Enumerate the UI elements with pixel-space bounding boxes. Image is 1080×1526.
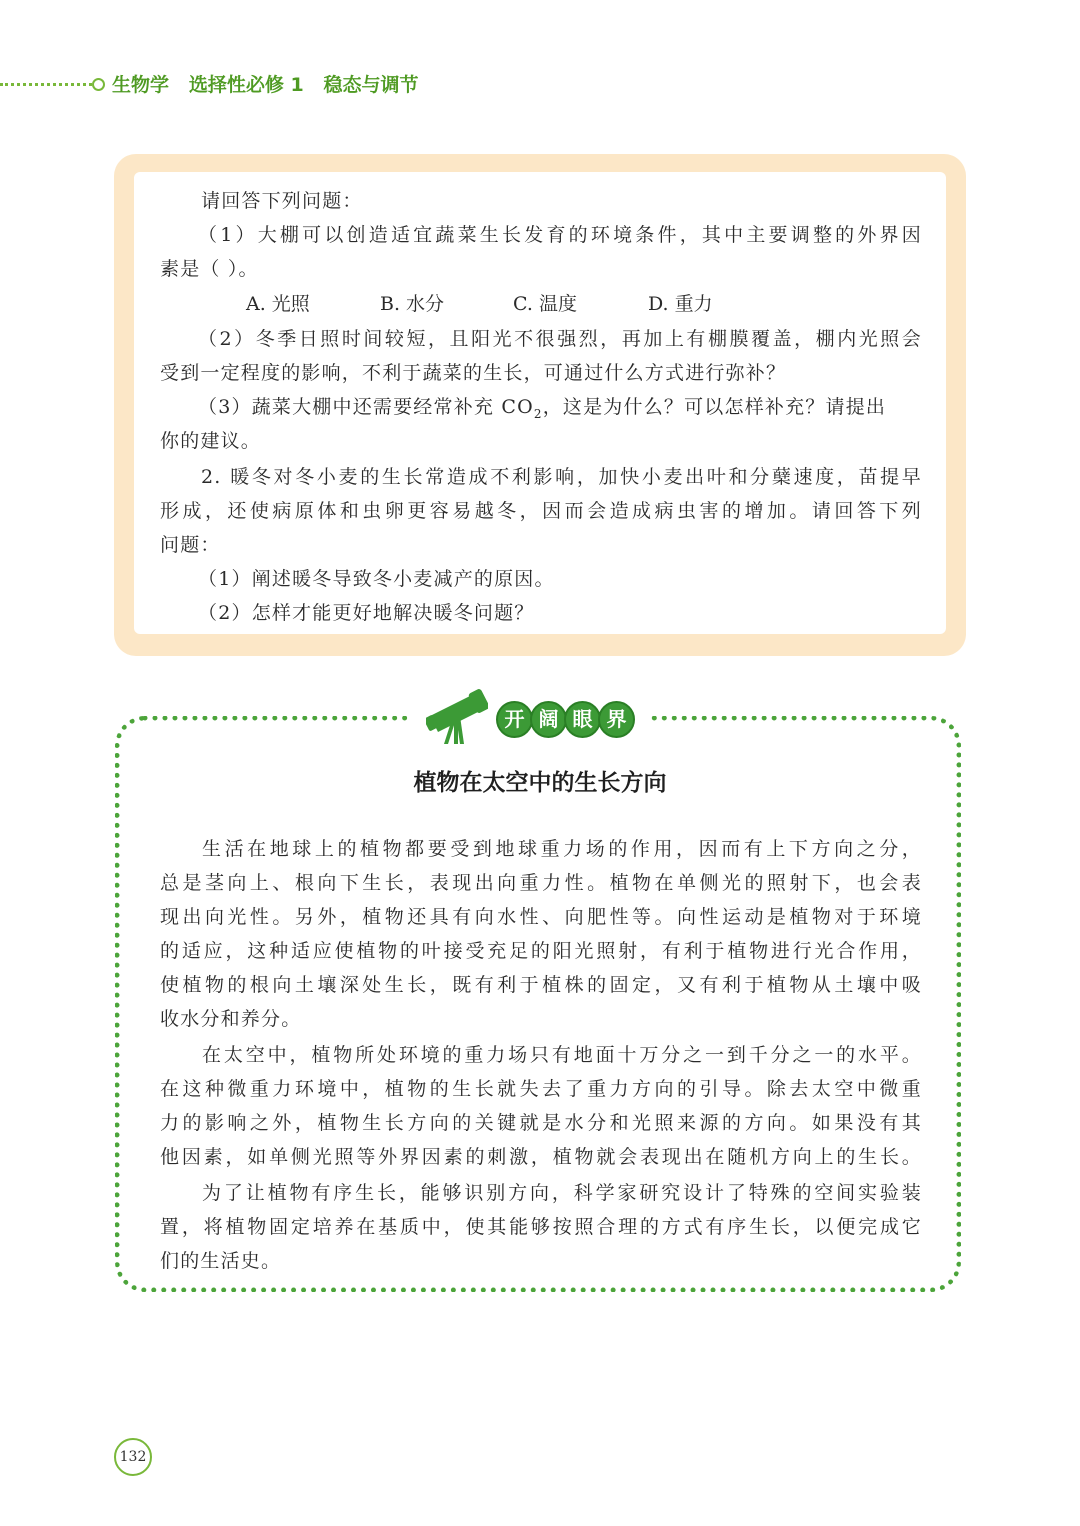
option-c: C. 温度 [513, 293, 577, 315]
option-a: A. 光照 [246, 293, 310, 315]
expand-line-12: 置，将植物固定培养在基质中，使其能够按照合理的方式有序生长，以便完成它 [160, 1216, 922, 1238]
expand-line-10: 他因素，如单侧光照等外界因素的刺激，植物就会表现出在随机方向上的生长。 [160, 1146, 922, 1168]
expand-title: 植物在太空中的生长方向 [413, 770, 667, 796]
problem-2-question-2: （2）怎样才能更好地解决暖冬问题？ [198, 602, 535, 624]
badge-char-1: 开 [496, 701, 533, 738]
expand-line-8: 在这种微重力环境中，植物的生长就失去了重力方向的引导。除去太空中微重 [160, 1078, 922, 1100]
problem-2-line-3: 问题： [160, 534, 221, 556]
question-3-text-a: （3）蔬菜大棚中还需要经常补充 CO [198, 396, 534, 418]
expand-line-7: 在太空中，植物所处环境的重力场只有地面十万分之一到千分之一的水平。 [202, 1044, 922, 1066]
question-1-line-1: （1）大棚可以创造适宜蔬菜生长发育的环境条件，其中主要调整的外界因 [198, 224, 922, 246]
running-header [0, 70, 1080, 100]
expand-line-4: 的适应，这种适应使植物的叶接受充足的阳光照射，有利于植物进行光合作用， [160, 940, 922, 962]
badge-char-2: 阔 [530, 701, 567, 738]
expand-line-5: 使植物的根向土壤深处生长，既有利于植株的固定，又有利于植物从土壤中吸 [160, 974, 922, 996]
badge-char-3: 眼 [564, 701, 601, 738]
expand-line-11: 为了让植物有序生长，能够识别方向，科学家研究设计了特殊的空间实验装 [202, 1182, 922, 1204]
badge-char-4: 界 [598, 701, 635, 738]
expand-line-6: 收水分和养分。 [160, 1008, 302, 1030]
option-b: B. 水分 [380, 293, 445, 315]
book-title: 生物学 选择性必修 1 稳态与调节 [112, 74, 419, 96]
header-ring-icon [92, 78, 105, 91]
expand-line-3: 现出向光性。另外，植物还具有向水性、向肥性等。向性运动是植物对于环境 [160, 906, 922, 928]
page-number: 132 [114, 1438, 152, 1476]
problem-2-line-1: 2. 暖冬对冬小麦的生长常造成不利影响，加快小麦出叶和分蘖速度，苗提早 [201, 466, 922, 488]
expand-line-9: 力的影响之外，植物生长方向的关键就是水分和光照来源的方向。如果没有其 [160, 1112, 922, 1134]
question-2-line-1: （2）冬季日照时间较短，且阳光不很强烈，再加上有棚膜覆盖，棚内光照会 [198, 328, 922, 350]
expand-line-13: 们的生活史。 [160, 1250, 282, 1272]
co2-subscript: 2 [533, 406, 543, 421]
question-3-line-2: 你的建议。 [160, 430, 262, 452]
question-1-line-2: 素是（ ）。 [160, 258, 259, 280]
option-d: D. 重力 [648, 293, 713, 315]
header-dotted-rule [0, 83, 92, 86]
question-intro: 请回答下列问题： [201, 190, 363, 212]
expand-line-1: 生活在地球上的植物都要受到地球重力场的作用，因而有上下方向之分， [202, 838, 922, 860]
question-3-line-1 [198, 390, 886, 431]
problem-2-line-2: 形成，还使病原体和虫卵更容易越冬，因而会造成病虫害的增加。请回答下列 [160, 500, 922, 522]
problem-2-question-1: （1）阐述暖冬导致冬小麦减产的原因。 [198, 568, 555, 590]
expand-line-2: 总是茎向上、根向下生长，表现出向重力性。植物在单侧光的照射下，也会表 [160, 872, 922, 894]
question-2-line-2: 受到一定程度的影响，不利于蔬菜的生长，可通过什么方式进行弥补？ [160, 362, 787, 384]
question-3-text-b: ，这是为什么？可以怎样补充？请提出 [542, 396, 887, 418]
telescope-icon [426, 686, 488, 744]
